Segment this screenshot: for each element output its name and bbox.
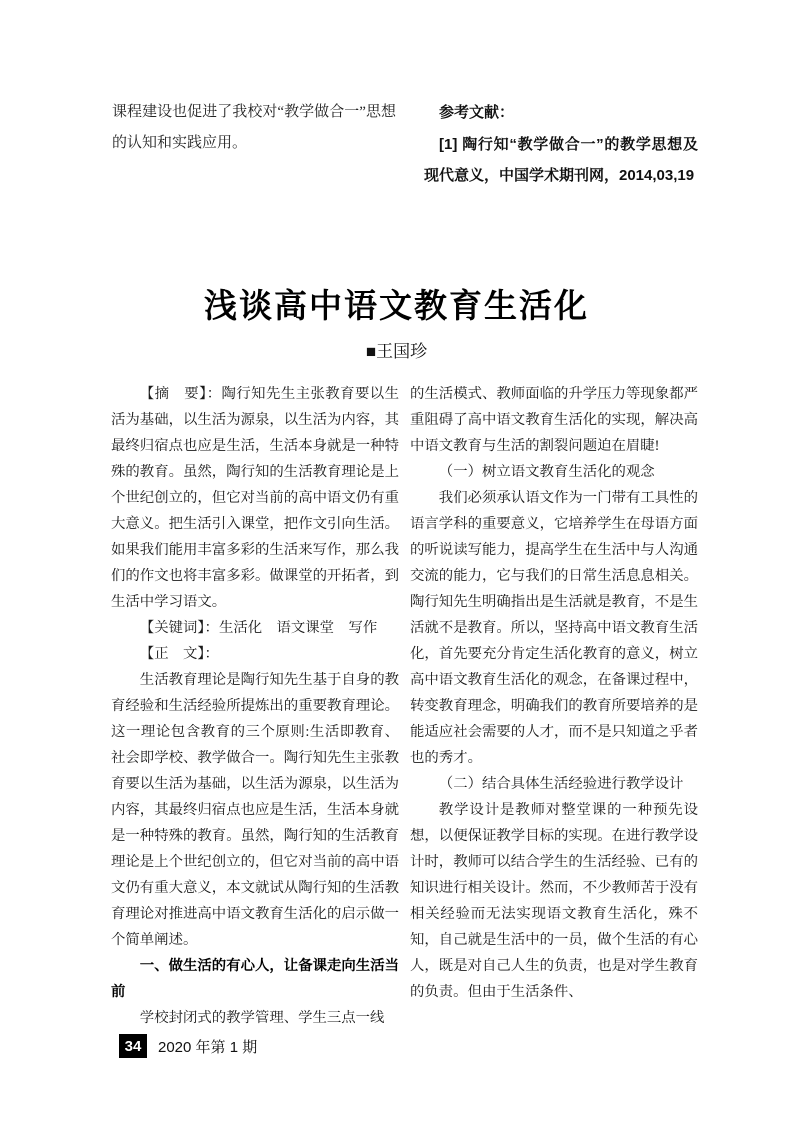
- subsection-heading-1: （一）树立语文教育生活化的观念: [438, 464, 655, 480]
- issue-label: 2020 年第 1 期: [158, 1038, 258, 1056]
- column-right: [410, 381, 698, 1031]
- page-number-badge: 34: [119, 1034, 147, 1058]
- main-text-label: 【正 文】：: [139, 646, 219, 662]
- body-paragraph: 我们必须承认语文作为一门带有工具性的语言学科的重要意义，它培养学生在母语方面的听说读写能力，提高学生在生活中与人沟通交流的能力，它与我们的日常生活息息相关。陶行知先生明确指出是生活就是教育，不是生活就不是教育。所以，坚持高中语文教育生活化，首先要充分肯定生活化教育的意义，树立高中语文教育生活化的观念，在备课过程中，转变教育理念，明确我们的教育所要培养的是能适应社会需要的人才，而不是只知道之乎者也的秀才。: [410, 490, 698, 766]
- article-author: ■王国珍: [365, 342, 428, 361]
- abstract-paragraph: 【摘 要】：陶行知先生主张教育要以生活为基础，以生活为源泉，以生活为内容，其最终归宿点也应是生活，生活本身就是一种特殊的教育。虽然，陶行知的生活教育理论是上个世纪创立的，但它对当前的高中语文仍有重大意义。把生活引入课堂，把作文引向生活。如果我们能用丰富多彩的生活来写作，那么我们的作文也将丰富多彩。做课堂的开拓者，到生活中学习语文。: [111, 386, 399, 610]
- body-paragraph: 学校封闭式的教学管理、学生三点一线: [139, 1010, 385, 1026]
- section-heading-1: 一、做生活的有心人，让备课走向生活当前: [111, 958, 399, 1000]
- page-footer: [119, 1034, 257, 1058]
- reference-item: [1] 陶行知“教学做合一”的教学思想及现代意义，中国学术期刊网，2014,03,19: [424, 135, 698, 184]
- keywords-line: 【关键词】：生活化 语文课堂 写作: [139, 620, 378, 636]
- top-section: [112, 97, 698, 192]
- body-paragraph: 教学设计是教师对整堂课的一种预先设想，以便保证教学目标的实现。在进行教学设计时，教师可以结合学生的生活经验、已有的知识进行相关设计。然而，不少教师苦于没有相关经验而无法实现语文教育生活化，殊不知，自己就是生活中的一员，做个生活的有心人，既是对自己人生的负责，也是对学生教育的负责。但由于生活条件、: [410, 802, 698, 1000]
- subsection-heading-2: （二）结合具体生活经验进行教学设计: [438, 776, 684, 792]
- previous-article-ending: 课程建设也促进了我校对“教学做合一”思想的认知和实践应用。: [112, 104, 396, 151]
- article-body: [111, 381, 698, 1031]
- article-title: 浅谈高中语文教育生活化: [204, 287, 589, 324]
- column-left: [111, 381, 399, 1031]
- body-paragraph: 生活教育理论是陶行知先生基于自身的教育经验和生活经验所提炼出的重要教育理论。这一理论包含教育的三个原则:生活即教育、社会即学校、教学做合一。陶行知先生主张教育要以生活为基础，以生活为源泉，以生活为内容，其最终归宿点也应是生活，生活本身就是一种特殊的教育。虽然，陶行知的生活教育理论是上个世纪创立的，但它对当前的高中语文仍有重大意义，本文就试从陶行知的生活教育理论对推进高中语文教育生活化的启示做一个简单阐述。: [111, 672, 399, 948]
- body-paragraph-continuation: 的生活模式、教师面临的升学压力等现象都严重阻碍了高中语文教育生活化的实现，解决高中语文教育与生活的割裂问题迫在眉睫!: [410, 386, 698, 454]
- references-block: [424, 97, 698, 192]
- references-heading: 参考文献：: [439, 104, 515, 121]
